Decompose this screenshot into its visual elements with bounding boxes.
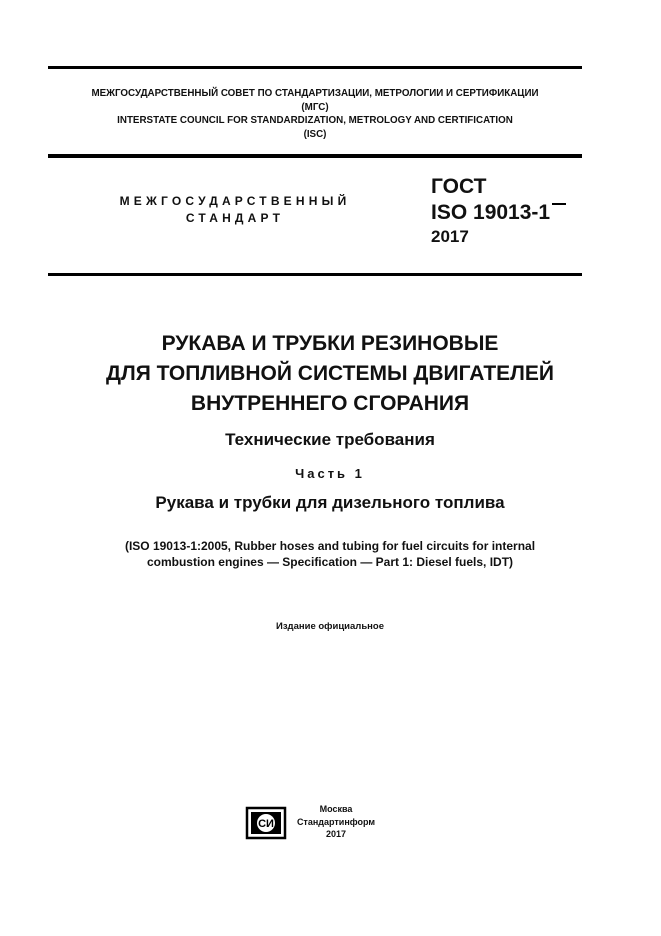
gost-number: ISO 19013-1 (431, 201, 551, 224)
publisher-city: Москва (319, 804, 353, 814)
publisher-block (296, 803, 376, 841)
top-rule (48, 66, 582, 69)
council-abbr-ru: (МГС) (301, 101, 329, 113)
council-name-ru: МЕЖГОСУДАРСТВЕННЫЙ СОВЕТ ПО СТАНДАРТИЗАЦИИ, МЕТРОЛОГИИ И СЕРТИФИКАЦИИ (91, 88, 539, 99)
gost-label: ГОСТ (431, 175, 487, 198)
document-subtitle: Технические требования (225, 430, 435, 449)
gost-designation (431, 174, 566, 248)
council-header (40, 87, 590, 141)
part-label: Часть 1 (295, 466, 365, 481)
iso-reference (60, 538, 600, 570)
edition-note: Издание официальное (276, 621, 384, 632)
title-line2: ДЛЯ ТОПЛИВНОЙ СИСТЕМЫ ДВИГАТЕЛЕЙ (106, 362, 554, 385)
council-abbr-en: (ISC) (303, 128, 327, 140)
title-line1: РУКАВА И ТРУБКИ РЕЗИНОВЫЕ (161, 332, 499, 355)
part-title: Рукава и трубки для дизельного топлива (155, 493, 505, 512)
gost-year: 2017 (431, 227, 469, 246)
standard-type-line1: МЕЖГОСУДАРСТВЕННЫЙ (119, 194, 351, 208)
iso-reference-line1: (ISO 19013-1:2005, Rubber hoses and tubing for fuel circuits for internal (124, 539, 536, 553)
standard-type (90, 193, 380, 227)
council-rule (48, 154, 582, 158)
title-line3: ВНУТРЕННЕГО СГОРАНИЯ (190, 392, 470, 415)
designation-rule (48, 273, 582, 276)
publisher-year: 2017 (325, 829, 347, 839)
standard-type-line2: СТАНДАРТ (185, 211, 285, 225)
gost-number-line (431, 200, 566, 226)
logo-mark-text: СИ (258, 818, 274, 830)
standartinform-logo-icon (245, 806, 287, 840)
designation-dash (552, 203, 566, 205)
iso-reference-line2: combustion engines — Specification — Part 1: Diesel fuels, IDT) (146, 555, 514, 569)
council-name-en: INTERSTATE COUNCIL FOR STANDARDIZATION, METROLOGY AND CERTIFICATION (117, 115, 513, 127)
publisher-name: Стандартинформ (296, 816, 376, 827)
document-title (40, 329, 620, 419)
